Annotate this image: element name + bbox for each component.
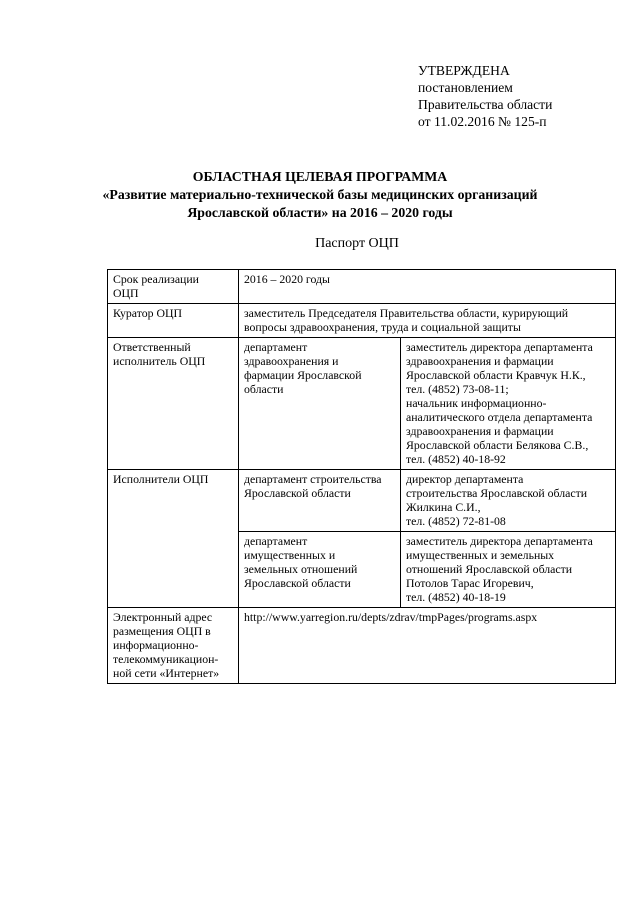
approval-authority: Правительства области [418,97,553,112]
table-row-executors [108,470,616,532]
cell-line: Ярославской области Белякова С.В., [406,438,589,452]
cell-line: Жилкина С.И., [406,500,481,514]
cell-line: здравоохранения и [244,354,339,368]
cell-line: строительства Ярославской области [406,486,588,500]
cell-line: фармации Ярославской [244,368,362,382]
table-row-curator [108,304,616,338]
cell-line: размещения ОЦП в [113,624,211,638]
cell-line: Ярославской области Кравчук Н.К., [406,368,586,382]
cell-line: исполнитель ОЦП [113,354,206,368]
cell-line: ной сети «Интернет» [113,666,220,680]
cell-line: 2016 – 2020 годы [244,272,330,286]
executor-department [239,532,401,608]
responsible-contacts [401,338,616,470]
period-value [239,270,616,304]
cell-line: Ярославской области [244,576,351,590]
table-row-web-address [108,608,616,684]
approval-stamp [418,62,552,130]
table-row-period [108,270,616,304]
passport-table [107,269,616,684]
cell-line: здравоохранения и фармации [406,424,554,438]
cell-line: департамент строительства [244,472,382,486]
curator-label [108,304,239,338]
title-line: «Развитие материально-технической базы медицинских организаций [102,187,538,202]
passport-heading: Паспорт ОЦП [315,236,399,251]
cell-line: отношений Ярославской области [406,562,573,576]
cell-line: аналитического отдела департамента [406,410,593,424]
cell-line: тел. (4852) 73-08-11; [406,382,509,396]
cell-line: начальник информационно- [406,396,547,410]
web-address-link[interactable]: http://www.yarregion.ru/depts/zdrav/tmpPages/programs.aspx [244,610,538,624]
cell-line: имущественных и земельных [406,548,555,562]
executor-contacts [401,532,616,608]
cell-line: заместитель Председателя Правительства области, курирующий [244,306,569,320]
cell-line: тел. (4852) 40-18-92 [406,452,506,466]
approval-resolution: постановлением [418,80,513,95]
executor-contacts [401,470,616,532]
cell-line: Куратор ОЦП [113,306,183,320]
cell-line: информационно- [113,638,199,652]
responsible-department [239,338,401,470]
approval-status: УТВЕРЖДЕНА [418,63,510,78]
responsible-label [108,338,239,470]
cell-line: директор департамента [406,472,524,486]
table-row-responsible [108,338,616,470]
curator-value [239,304,616,338]
period-label [108,270,239,304]
cell-line: Ответственный [113,340,191,354]
cell-line: Исполнители ОЦП [113,472,209,486]
cell-line: заместитель директора департамента [406,534,593,548]
title-line: Ярославской области» на 2016 – 2020 годы [187,205,453,220]
cell-line: вопросы здравоохранения, труда и социальной защиты [244,320,521,334]
cell-line: Потолов Тарас Игоревич, [406,576,534,590]
cell-line: департамент [244,340,308,354]
cell-line: области [244,382,284,396]
cell-line: Электронный адрес [113,610,213,624]
cell-line: заместитель директора департамента [406,340,593,354]
cell-line: земельных отношений [244,562,358,576]
cell-line: имущественных и [244,548,336,562]
web-address-value [239,608,616,684]
executor-department [239,470,401,532]
title-line: ОБЛАСТНАЯ ЦЕЛЕВАЯ ПРОГРАММА [192,169,448,184]
web-address-label [108,608,239,684]
cell-line: тел. (4852) 72-81-08 [406,514,506,528]
cell-line: Срок реализации [113,272,199,286]
cell-line: тел. (4852) 40-18-19 [406,590,506,604]
document-title [0,168,640,222]
cell-line: телекоммуникацион- [113,652,219,666]
executors-label [108,470,239,608]
cell-line: Ярославской области [244,486,351,500]
approval-date-number: от 11.02.2016 № 125-п [418,114,547,129]
cell-line: департамент [244,534,308,548]
cell-line: ОЦП [113,286,139,300]
cell-line: здравоохранения и фармации [406,354,554,368]
